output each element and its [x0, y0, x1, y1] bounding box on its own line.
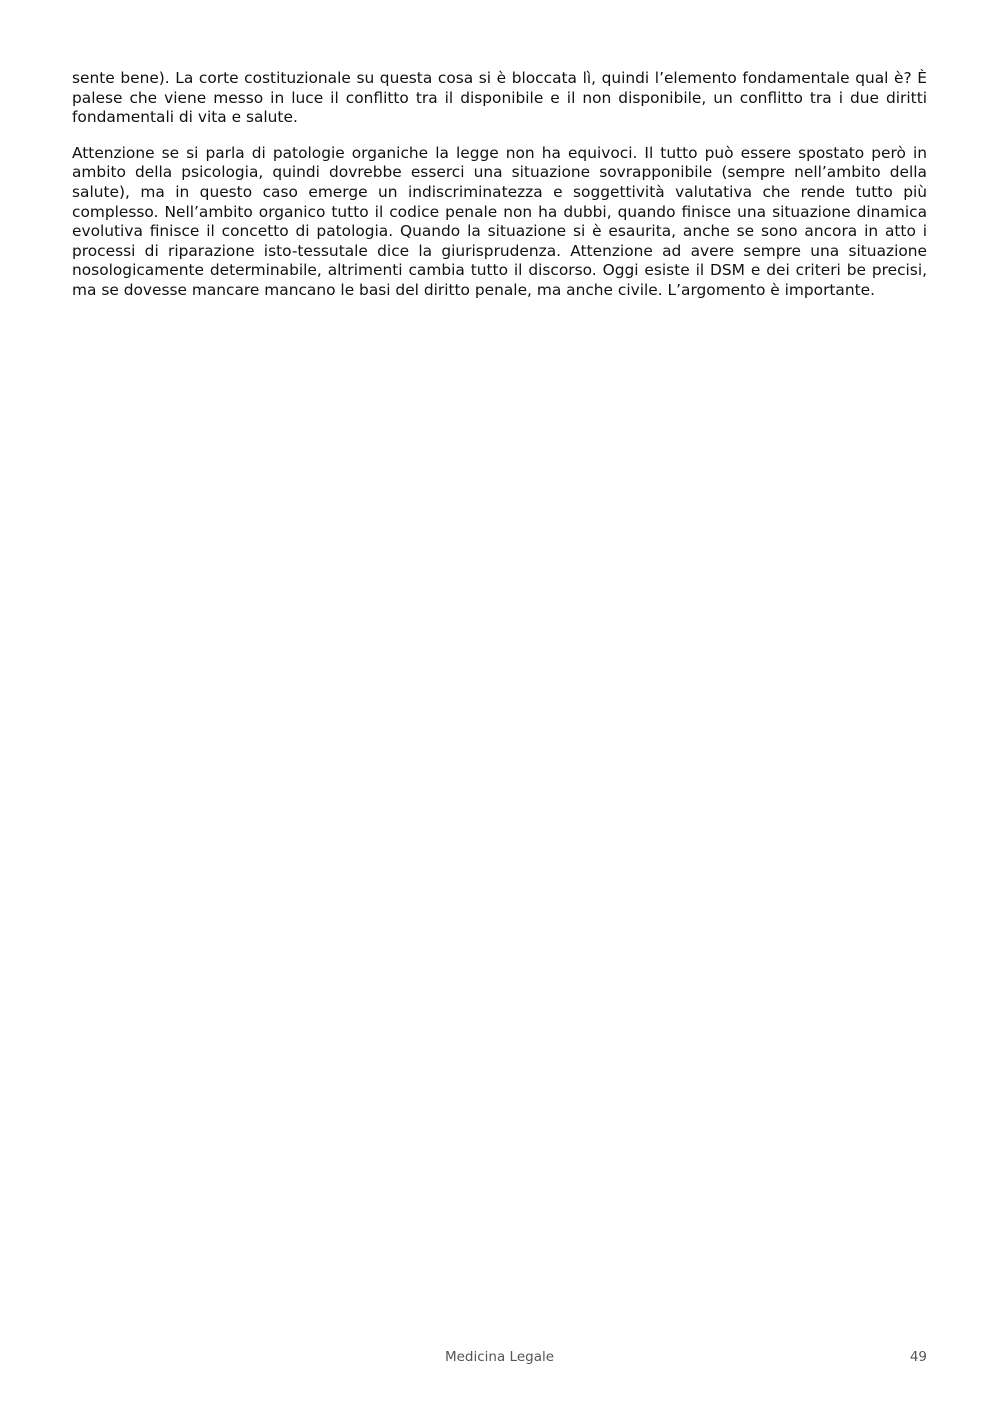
- body-text: [72, 69, 927, 301]
- footer-title: Medicina Legale: [444, 1349, 555, 1365]
- page-footer: [72, 1349, 927, 1369]
- page-number: 49: [909, 1349, 927, 1365]
- paragraph-2: Attenzione se si parla di patologie organiche la legge non ha equivoci. Il tutto può essere spostato però in ambito della psicologia, quindi dovrebbe esserci una situazione sovrapponibile (sempre nell’ambito della salute), ma in questo caso emerge un indiscriminatezza e soggettività valutativa che rende tutto più complesso. Nell’ambito organico tutto il codice penale non ha dubbi, quando finisce una situazione dinamica evolutiva finisce il concetto di patologia. Quando la situazione si è esaurita, anche se sono ancora in atto i processi di riparazione isto-tessutale dice la giurisprudenza. Attenzione ad avere sempre una situazione nosologicamente determinabile, altrimenti cambia tutto il discorso. Oggi esiste il DSM e dei criteri be precisi, ma se dovesse mancare mancano le basi del diritto penale, ma anche civile. L’argomento è importante.: [72, 143, 927, 299]
- paragraph-1: sente bene). La corte costituzionale su questa cosa si è bloccata lì, quindi l’elemento fondamentale qual è? È palese che viene messo in luce il conflitto tra il disponibile e il non disponibile, un conflitto tra i due diritti fondamentali di vita e salute.: [72, 69, 927, 127]
